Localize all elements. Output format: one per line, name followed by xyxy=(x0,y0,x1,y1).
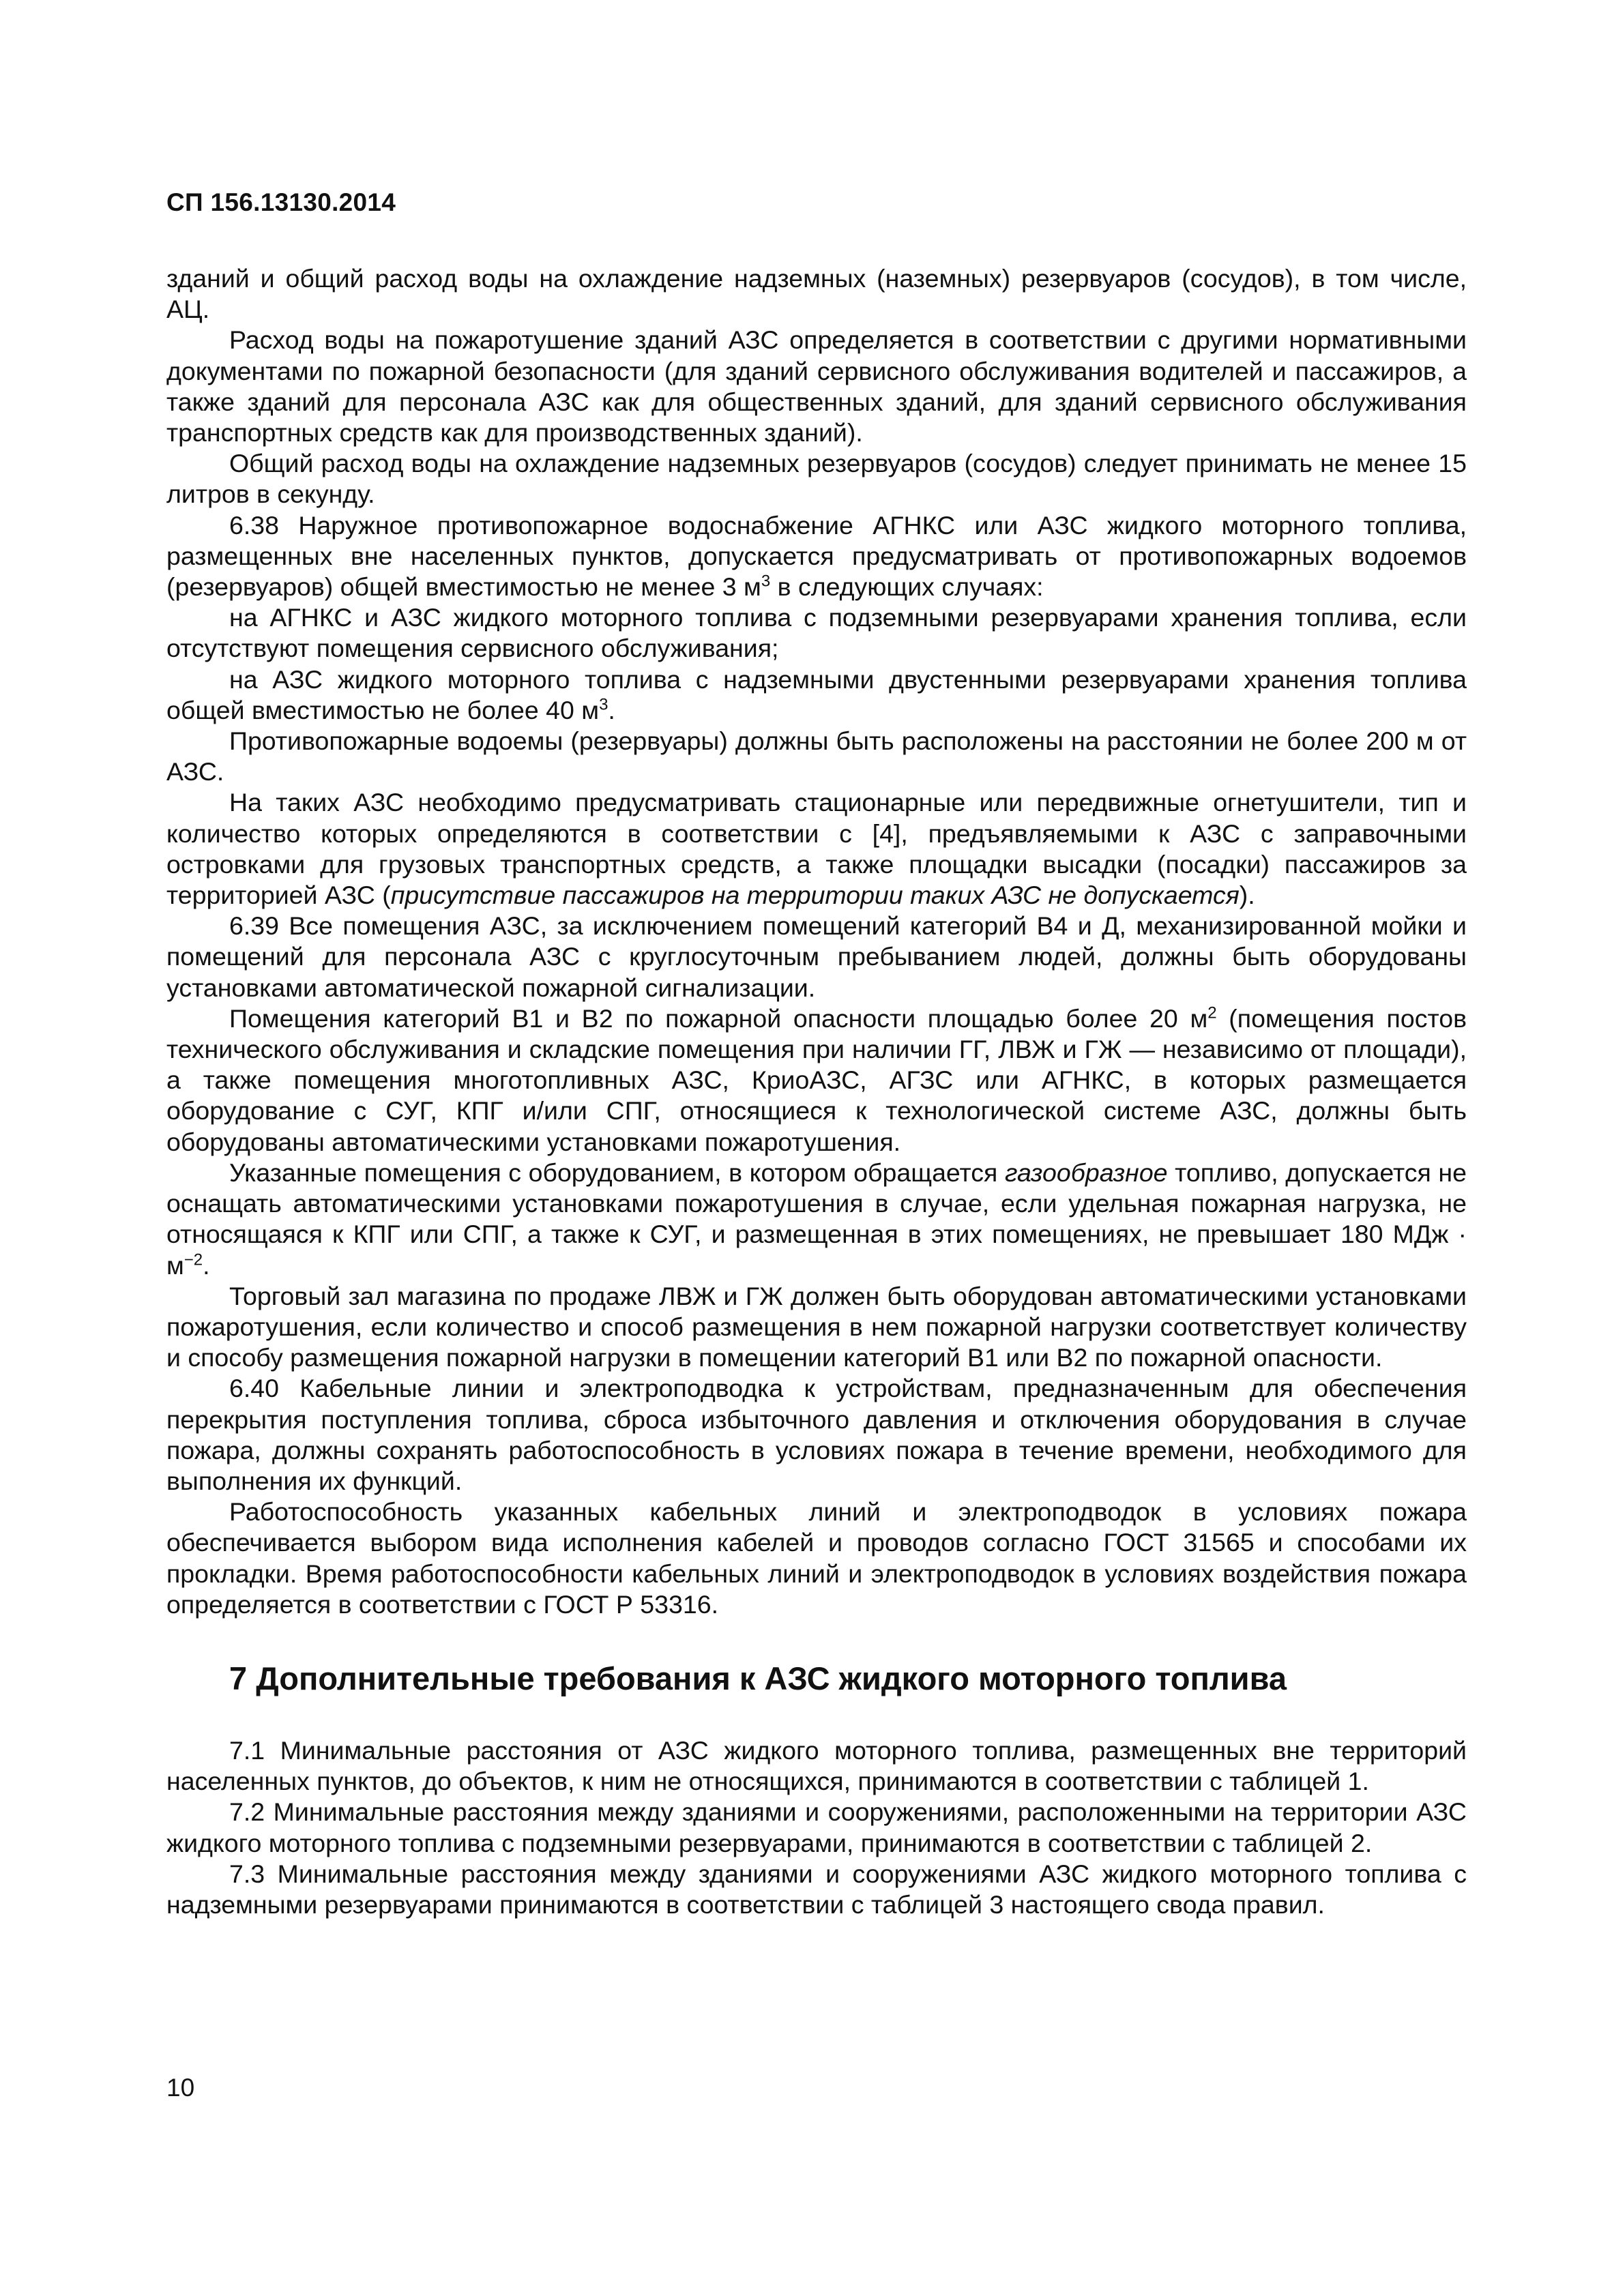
paragraph-category-rooms-text: Помещения категорий В1 и В2 по пожарной опасности площадью более 20 м xyxy=(229,1003,1208,1033)
document-body xyxy=(166,263,1467,1920)
italic-passengers-note: присутствие пассажиров на территории таких АЗС не допускается xyxy=(390,881,1240,910)
section-7-heading: 7 Дополнительные требования к АЗС жидкого моторного топлива xyxy=(229,1660,1287,1696)
paragraph-6-38-tail: в следующих случаях: xyxy=(770,572,1044,602)
italic-gaseous: газообразное xyxy=(1004,1158,1168,1187)
paragraph-gas-fuel-rooms xyxy=(166,1158,1467,1281)
paragraph-gas-fuel-text: Указанные помещения с оборудованием, в котором обращается xyxy=(229,1158,1005,1187)
paragraph-category-rooms xyxy=(166,1003,1467,1158)
paragraph-7-3: 7.3 Минимальные расстояния между зданиями и сооружениями АЗС жидкого моторного топлива с надземными резервуарами принимаются в соответствии с таблицей 3 настоящего свода правил. xyxy=(166,1859,1467,1919)
paragraph-category-rooms-tail: (помещения постов технического обслуживания и складские помещения при наличии ГГ, ЛВЖ и ГЖ — независимо от площади), а также помещения многотопливных АЗС, КриоАЗС, АГЗС или АГНКС, в которых размещается оборудование с СУГ, КПГ и/или СПГ, относящиеся к технологической системе АЗС, должны быть оборудованы автоматическими установками пожаротушения. xyxy=(166,1003,1467,1156)
paragraph-case-aboveground-text: на АЗС жидкого моторного топлива с надземными двустенными резервуарами хранения топлива общей вместимостью не более 40 м xyxy=(166,664,1467,724)
paragraph-case-underground: на АГНКС и АЗС жидкого моторного топлива с подземными резервуарами хранения топлива, если отсутствуют помещения сервисного обслуживания; xyxy=(166,603,1467,663)
paragraph-7-2: 7.2 Минимальные расстояния между зданиями и сооружениями, расположенными на территории АЗС жидкого моторного топлива с подземными резервуарами, принимаются в соответствии с таблицей 2. xyxy=(166,1797,1467,1857)
paragraph-6-40: 6.40 Кабельные линии и электроподводка к устройствам, предназначенным для обеспечения перекрытия поступления топлива, сброса избыточного давления и отключения оборудования в случае пожара, должны сохранять работоспособность в условиях пожара в течение времени, необходимого для выполнения их функций. xyxy=(166,1374,1467,1495)
paragraph-cooling-water: Общий расход воды на охлаждение надземных резервуаров (сосудов) следует принимать не менее 15 литров в секунду. xyxy=(166,449,1467,509)
superscript-square: 2 xyxy=(1207,1003,1217,1022)
page-number: 10 xyxy=(166,2074,195,2102)
superscript-cubic: 3 xyxy=(761,572,771,591)
paragraph-gas-fuel-middle: топливо, допускается не оснащать автоматическими установками пожаротушения в случае, если удельная пожарная нагрузка, не относящаяся к КПГ или СПГ, а также к СУГ, и размещенная в этих помещениях, не превышает 180 МДж · м xyxy=(166,1158,1467,1280)
paragraph-extinguishers-text: На таких АЗС необходимо предусматривать стационарные или передвижные огнетушители, тип и количество которых определяются в соответствии с [4], предъявляемыми к АЗС с заправочными островками для грузовых транспортных средств, а также площадки высадки (посадки) пассажиров за территорией АЗС ( xyxy=(166,788,1467,910)
paragraph-7-1: 7.1 Минимальные расстояния от АЗС жидкого моторного топлива, размещенных вне территорий населенных пунктов, до объектов, к ним не относящихся, принимаются в соответствии с таблицей 1. xyxy=(166,1735,1467,1796)
paragraph-6-39: 6.39 Все помещения АЗС, за исключением помещений категорий В4 и Д, механизированной мойки и помещений для персонала АЗС с круглосуточным пребыванием людей, должны быть оборудованы установками автоматической пожарной сигнализации. xyxy=(166,911,1467,1002)
paragraph-6-38 xyxy=(166,510,1467,603)
paragraph-case-aboveground-tail: . xyxy=(608,695,615,724)
paragraph-gas-fuel-tail: . xyxy=(203,1250,210,1280)
document-code-header: СП 156.13130.2014 xyxy=(166,188,396,216)
paragraph-extinguishers-tail: ). xyxy=(1239,881,1255,910)
paragraph-fire-water-consumption: Расход воды на пожаротушение зданий АЗС определяется в соответствии с другими нормативными документами по пожарной безопасности (для зданий сервисного обслуживания водителей и пассажиров, а также зданий для персонала АЗС как для общественных зданий, для зданий сервисного обслуживания транспортных средств как для производственных зданий). xyxy=(166,325,1467,447)
superscript-minus-two: −2 xyxy=(184,1250,203,1269)
superscript-cubic: 3 xyxy=(599,695,609,714)
paragraph-reservoir-distance: Противопожарные водоемы (резервуары) должны быть расположены на расстоянии не более 200 м от АЗС. xyxy=(166,726,1467,786)
paragraph-6-38-text: 6.38 Наружное противопожарное водоснабжение АГНКС или АЗС жидкого моторного топлива, размещенных вне населенных пунктов, допускается предусматривать от противопожарных водоемов (резервуаров) общей вместимостью не менее 3 м xyxy=(166,510,1467,602)
paragraph-shop-hall: Торговый зал магазина по продаже ЛВЖ и ГЖ должен быть оборудован автоматическими установками пожаротушения, если количество и способ размещения в нем пожарной нагрузки соответствует количеству и способу размещения пожарной нагрузки в помещении категорий В1 или В2 по пожарной опасности. xyxy=(166,1281,1467,1372)
paragraph-extinguishers xyxy=(166,787,1467,911)
paragraph-continuation: зданий и общий расход воды на охлаждение надземных (наземных) резервуаров (сосудов), в том числе, АЦ. xyxy=(166,264,1467,324)
paragraph-case-aboveground xyxy=(166,664,1467,726)
paragraph-cable-operability: Работоспособность указанных кабельных линий и электроподводок в условиях пожара обеспечивается выбором вида исполнения кабелей и проводов согласно ГОСТ 31565 и способами их прокладки. Время работоспособности кабельных линий и электроподводок в условиях воздействия пожара определяется в соответствии с ГОСТ Р 53316. xyxy=(166,1497,1467,1619)
